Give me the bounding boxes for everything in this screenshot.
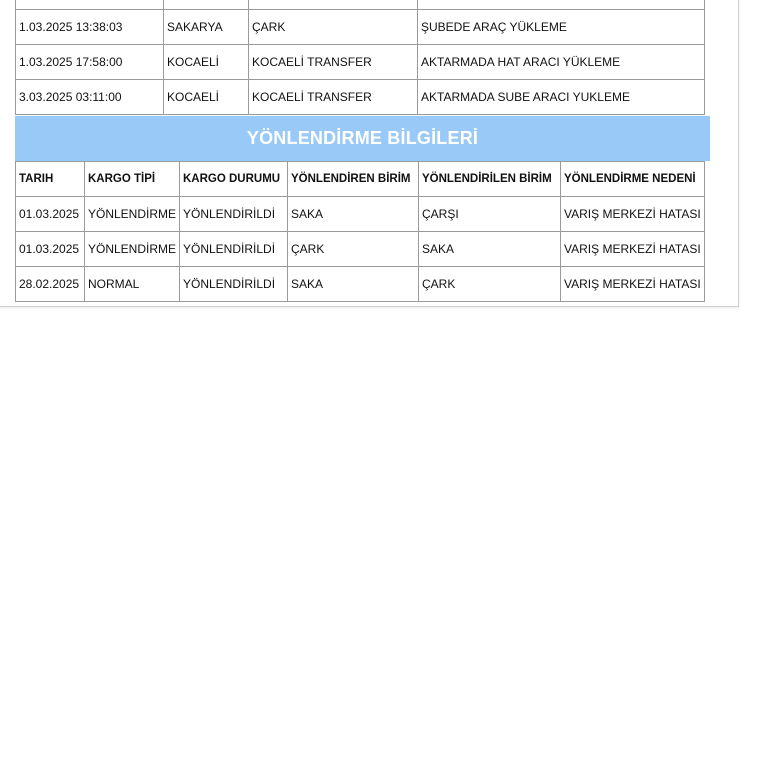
table-row [16,0,705,10]
cargo-type-cell: NORMAL [85,267,180,302]
movement-unit-cell: ÇARK [249,10,418,45]
column-header-date: TARIH [16,162,85,197]
document-page [0,0,739,307]
movement-action-cell: AKTARMADA HAT ARACI YÜKLEME [418,45,705,80]
section-title: YÖNLENDİRME BİLGİLERİ [15,116,710,161]
movement-city-cell: KOCAELİ [164,45,249,80]
cargo-type-cell: YÖNLENDİRME [85,232,180,267]
movement-city-cell: KOCAELİ [164,80,249,115]
movement-action-cell: ŞUBEDE ARAÇ YÜKLEME [418,10,705,45]
column-header-cargo-type: KARGO TİPİ [85,162,180,197]
movement-table [15,0,705,115]
column-header-target-unit: YÖNLENDİRİLEN BİRİM [419,162,561,197]
source-unit-cell: SAKA [288,267,419,302]
movement-date-cell: 1.03.2025 17:58:00 [16,45,164,80]
movement-unit-cell [249,0,418,10]
table-header-row [16,162,705,197]
cargo-status-cell: YÖNLENDİRİLDİ [180,197,288,232]
movement-city-cell [164,0,249,10]
redirection-table [15,161,705,302]
movement-action-cell [418,0,705,10]
table-row [16,45,705,80]
movement-unit-cell: KOCAELİ TRANSFER [249,45,418,80]
movement-city-cell: SAKARYA [164,10,249,45]
source-unit-cell: ÇARK [288,232,419,267]
cargo-status-cell: YÖNLENDİRİLDİ [180,267,288,302]
target-unit-cell: ÇARŞI [419,197,561,232]
column-header-reason: YÖNLENDİRME NEDENİ [561,162,705,197]
date-cell: 01.03.2025 [16,232,85,267]
date-cell: 01.03.2025 [16,197,85,232]
column-header-cargo-status: KARGO DURUMU [180,162,288,197]
table-row [16,80,705,115]
source-unit-cell: SAKA [288,197,419,232]
reason-cell: VARIŞ MERKEZİ HATASI [561,197,705,232]
column-header-source-unit: YÖNLENDİREN BİRİM [288,162,419,197]
movement-date-cell [16,0,164,10]
cargo-status-cell: YÖNLENDİRİLDİ [180,232,288,267]
target-unit-cell: ÇARK [419,267,561,302]
movement-action-cell: AKTARMADA SUBE ARACI YUKLEME [418,80,705,115]
table-row [16,232,705,267]
table-row [16,267,705,302]
date-cell: 28.02.2025 [16,267,85,302]
table-row [16,10,705,45]
reason-cell: VARIŞ MERKEZİ HATASI [561,232,705,267]
reason-cell: VARIŞ MERKEZİ HATASI [561,267,705,302]
target-unit-cell: SAKA [419,232,561,267]
table-row [16,197,705,232]
cargo-type-cell: YÖNLENDİRME [85,197,180,232]
movement-date-cell: 1.03.2025 13:38:03 [16,10,164,45]
movement-date-cell: 3.03.2025 03:11:00 [16,80,164,115]
movement-unit-cell: KOCAELİ TRANSFER [249,80,418,115]
